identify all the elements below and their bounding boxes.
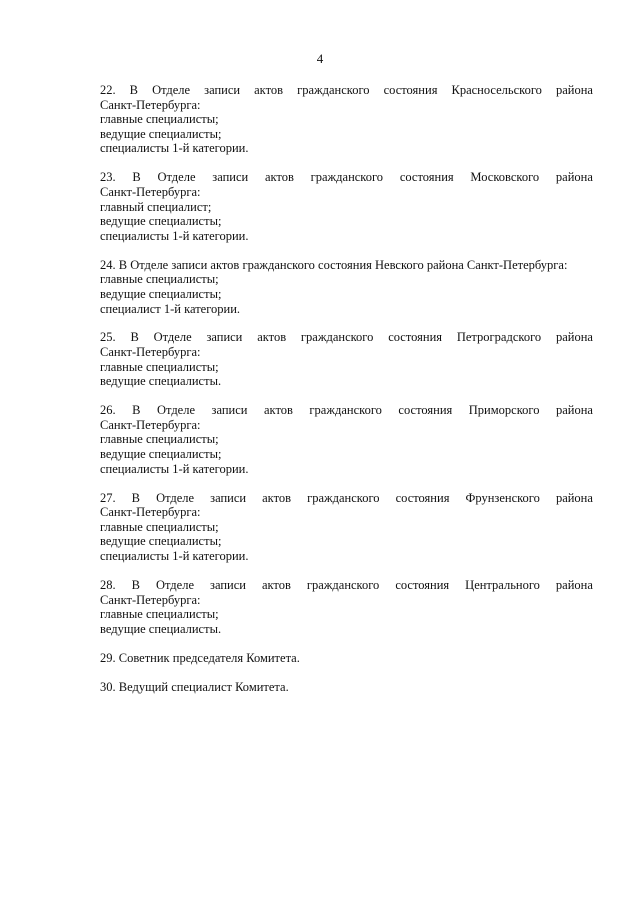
heading-word: записи <box>212 170 249 185</box>
heading-word: района <box>555 403 593 418</box>
item-line: главные специалисты; <box>100 519 219 534</box>
item-line: главные специалисты; <box>100 607 219 622</box>
item-heading: 29. Советник председателя Комитета. <box>100 650 300 665</box>
heading-word: гражданского <box>309 403 382 418</box>
item-line: ведущие специалисты. <box>100 621 222 636</box>
list-item <box>100 258 593 316</box>
list-item <box>100 83 593 156</box>
heading-word: актов <box>262 490 292 505</box>
item-line: главные специалисты; <box>100 359 219 374</box>
item-line: специалисты 1-й категории. <box>100 141 249 156</box>
heading-word: Фрунзенского <box>465 490 540 505</box>
heading-word: района <box>555 170 593 185</box>
heading-word: записи <box>211 403 248 418</box>
heading-word: актов <box>264 403 293 418</box>
heading-word: В <box>129 83 139 97</box>
heading-word: записи <box>210 577 246 592</box>
heading-word: состояния <box>399 170 454 185</box>
heading-word: В <box>131 577 140 592</box>
item-line: специалист 1-й категории. <box>100 301 241 316</box>
heading-word: Отделе <box>157 170 196 185</box>
heading-word: района <box>555 83 593 97</box>
heading-word: В <box>131 490 141 505</box>
item-heading <box>100 578 593 593</box>
heading-word: актов <box>261 577 291 592</box>
list-item <box>100 491 593 564</box>
item-heading <box>100 491 593 506</box>
heading-word: 25. <box>100 330 116 345</box>
item-line: Санкт-Петербурга: <box>100 417 201 432</box>
heading-word: Центрального <box>465 577 540 592</box>
item-line: специалисты 1-й категории. <box>100 548 249 563</box>
heading-word: состояния <box>383 83 438 97</box>
item-line: специалисты 1-й категории. <box>100 228 249 243</box>
item-line: главные специалисты; <box>100 112 219 127</box>
heading-word: гражданского <box>307 490 380 505</box>
heading-word: записи <box>204 83 241 97</box>
heading-word: актов <box>257 330 287 345</box>
item-line: Санкт-Петербурга: <box>100 345 201 360</box>
heading-word: состояния <box>395 490 450 505</box>
heading-word: 26. <box>100 403 116 418</box>
item-heading <box>100 403 593 418</box>
item-line: ведущие специалисты; <box>100 447 222 462</box>
heading-word: Московского <box>470 170 540 185</box>
item-heading: 30. Ведущий специалист Комитета. <box>100 679 289 694</box>
heading-word: актов <box>254 83 284 97</box>
list-item <box>100 680 593 695</box>
item-line: главный специалист; <box>100 199 212 214</box>
heading-word: Отделе <box>156 490 195 505</box>
heading-word: Отделе <box>155 577 194 592</box>
heading-word: 23. <box>100 170 116 185</box>
heading-word: Приморского <box>468 403 540 418</box>
heading-word: состояния <box>398 403 453 418</box>
page-number: 4 <box>316 51 324 66</box>
heading-word: В <box>130 330 139 345</box>
heading-word: Отделе <box>157 403 196 418</box>
heading-word: гражданского <box>306 577 380 592</box>
heading-word: 27. <box>100 490 116 505</box>
item-line: ведущие специалисты; <box>100 214 222 229</box>
heading-word: гражданского <box>297 83 370 97</box>
heading-word: района <box>555 330 593 345</box>
item-heading <box>100 170 593 185</box>
heading-word: района <box>555 577 593 592</box>
heading-word: В <box>132 403 141 418</box>
list-item <box>100 170 593 243</box>
item-line: главные специалисты; <box>100 432 219 447</box>
heading-word: 22. <box>100 83 116 97</box>
item-line: специалисты 1-й категории. <box>100 461 249 476</box>
heading-word: В <box>132 170 141 185</box>
heading-word: записи <box>206 330 243 345</box>
item-heading <box>100 330 593 345</box>
item-line: Санкт-Петербурга: <box>100 97 201 112</box>
heading-word: гражданского <box>310 170 384 185</box>
item-line: ведущие специалисты; <box>100 286 222 301</box>
list-item <box>100 403 593 476</box>
heading-word: 28. <box>100 577 116 592</box>
heading-word: Петроградского <box>456 330 542 345</box>
item-heading: 24. В Отделе записи актов гражданского состояния Невского района Санкт-Петербурга: <box>100 257 568 272</box>
list-item <box>100 578 593 636</box>
item-line: ведущие специалисты; <box>100 126 222 141</box>
item-line: ведущие специалисты; <box>100 534 222 549</box>
heading-word: записи <box>210 490 247 505</box>
item-heading <box>100 83 593 98</box>
list-item <box>100 651 593 666</box>
item-line: Санкт-Петербурга: <box>100 505 201 520</box>
item-line: Санкт-Петербурга: <box>100 184 201 199</box>
item-line: ведущие специалисты. <box>100 374 222 389</box>
heading-word: Отделе <box>152 83 191 97</box>
item-line: главные специалисты; <box>100 272 219 287</box>
heading-word: Красносельского <box>451 83 542 97</box>
heading-word: Отделе <box>153 330 192 345</box>
document-body <box>100 83 593 709</box>
heading-word: района <box>555 490 593 505</box>
heading-word: состояния <box>395 577 450 592</box>
list-item <box>100 330 593 388</box>
heading-word: гражданского <box>300 330 374 345</box>
heading-word: состояния <box>388 330 443 345</box>
item-line: Санкт-Петербурга: <box>100 592 201 607</box>
heading-word: актов <box>264 170 294 185</box>
